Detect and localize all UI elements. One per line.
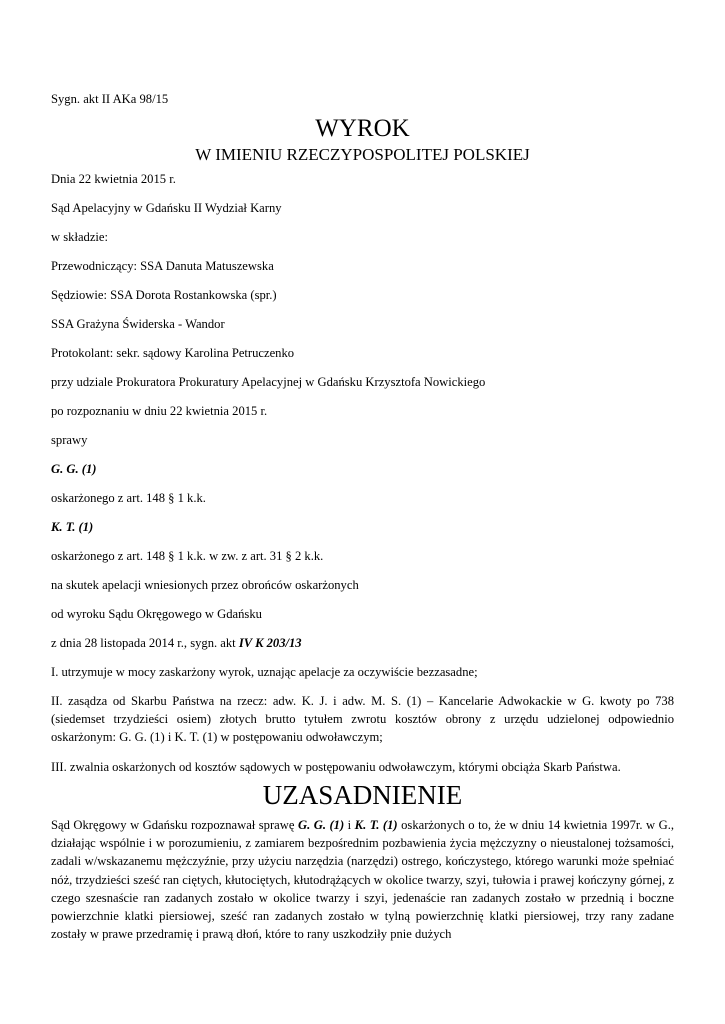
hearing-date: po rozpoznaniu w dniu 22 kwietnia 2015 r. [51, 404, 268, 418]
defendant-charge: oskarżonego z art. 148 § 1 k.k. [51, 491, 206, 505]
ruling-item: I. utrzymuje w mocy zaskarżony wyrok, uznając apelacje za oczywiście bezzasadne; [51, 665, 478, 679]
composition-label: w składzie: [51, 230, 109, 244]
appealed-judgment: od wyroku Sądu Okręgowego w Gdańsku [51, 607, 262, 621]
judges: Sędziowie: SSA Dorota Rostankowska (spr.) [51, 288, 277, 302]
judgment-date: Dnia 22 kwietnia 2015 r. [51, 172, 176, 186]
ruling-item: III. zwalnia oskarżonych od kosztów sądowych w postępowaniu odwoławczym, którymi obciąża Skarb Państwa. [51, 760, 621, 774]
defendant-charge: oskarżonego z art. 148 § 1 k.k. w zw. z art. 31 § 2 k.k. [51, 549, 324, 563]
document-title: WYROK [315, 115, 410, 142]
court-name: Sąd Apelacyjny w Gdańsku II Wydział Karny [51, 201, 282, 215]
ruling-item: II. zasądza od Skarbu Państwa na rzecz: adw. K. J. i adw. M. S. (1) – Kancelarie Adwokackie w G. kwoty po 738 (siedemset trzydzieści osiem) złotych brutto tytułem zwrotu kosztów obrony z urzędu udzielonej odpowiednio oskarżonym: G. G. (1) i K. T. (1) w postępowaniu odwoławczym; [51, 694, 674, 745]
justification-paragraph: Sąd Okręgowy w Gdańsku rozpoznawał sprawę G. G. (1) i K. T. (1) oskarżonych o to, że w dniu 14 kwietnia 1997r. w G., działając wspólnie i w porozumieniu, z zamiarem bezpośrednim pozbawienia życia mężczyzny o nieustalonej tożsamości, zadali w/wskazanemu mężczyźnie, przy użyciu narzędzia (narzędzi) ostrego, kończystego, którego warunki może spełniać nóż, trzydzieści sześć ran ciętych, kłutociętych, kłutodrążących w okolice twarzy, szyi, tułowia i prawej kończyny górnej, z czego szesnaście ran zadanych zostało w okolice twarzy i szyi, jedenaście ran zadanych zostało w przednią i boczne powierzchnie klatki piersiowej, sześć ran zadanych zostało w tylną powierzchnię klatki piersiowej, trzy rany zadane zostały w prawe przedramię i prawą dłoń, które to rany uszkodziły pnie dużych [51, 818, 675, 942]
case-reference: IV K 203/13 [238, 636, 302, 650]
case-signature: Sygn. akt II AKa 98/15 [51, 92, 169, 106]
judge-second: SSA Grażyna Świderska - Wandor [51, 317, 225, 331]
court-clerk: Protokolant: sekr. sądowy Karolina Petruczenko [51, 346, 295, 360]
prosecutor: przy udziale Prokuratora Prokuratury Apelacyjnej w Gdańsku Krzysztofa Nowickiego [51, 375, 486, 389]
section-title: UZASADNIENIE [262, 780, 463, 810]
defendant-name: G. G. (1) [297, 818, 345, 832]
defendant-name: G. G. (1) [51, 462, 97, 476]
defendant-name: K. T. (1) [354, 818, 398, 832]
appeal-basis: na skutek apelacji wniesionych przez obrońców oskarżonych [51, 578, 359, 592]
presiding-judge: Przewodniczący: SSA Danuta Matuszewska [51, 259, 274, 273]
case-label: sprawy [51, 433, 88, 447]
document-subtitle: W IMIENIU RZECZYPOSPOLITEJ POLSKIEJ [195, 145, 530, 164]
defendant-name: K. T. (1) [51, 520, 94, 534]
appealed-judgment-date: z dnia 28 listopada 2014 r., sygn. akt IV K 203/13 [51, 636, 302, 650]
